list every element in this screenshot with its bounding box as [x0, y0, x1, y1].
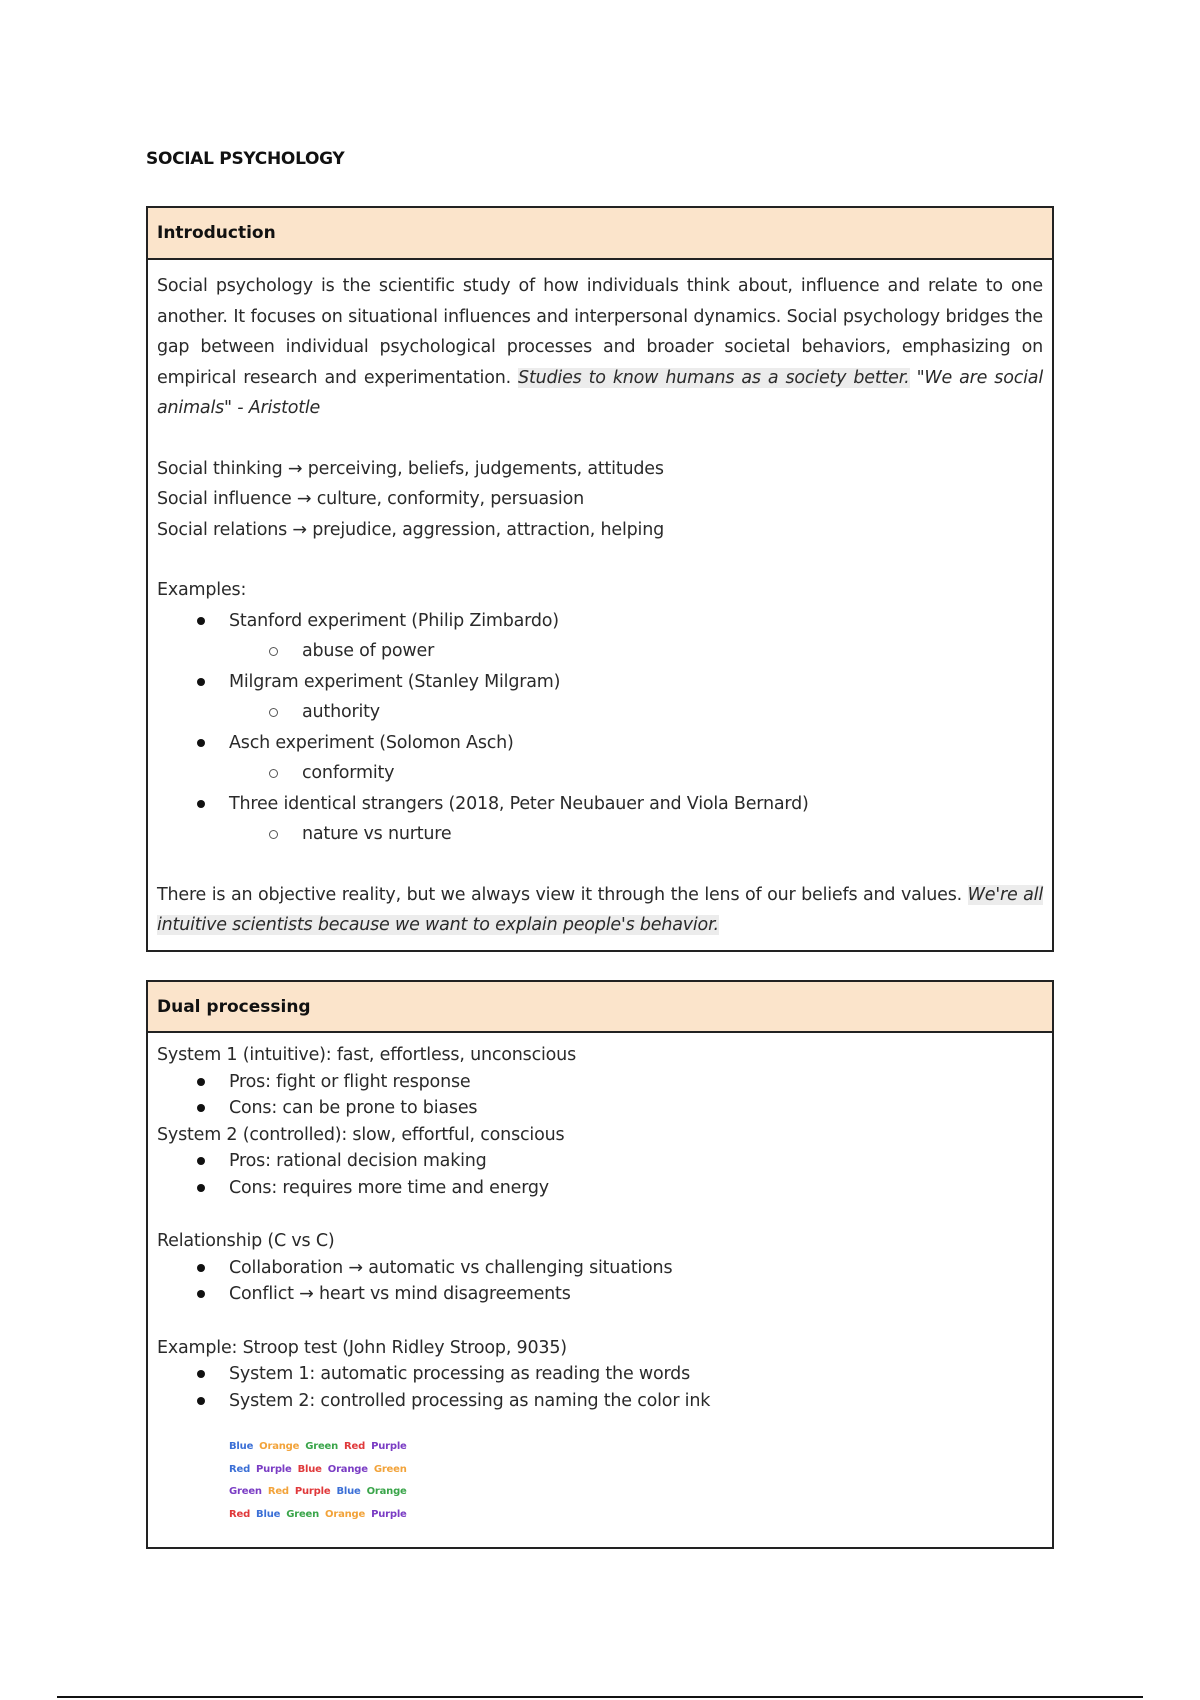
stroop-word: Orange — [325, 1508, 366, 1520]
stroop-test-image — [229, 1436, 1043, 1526]
introduction-body — [148, 260, 1052, 941]
list-item: Milgram experiment (Stanley Milgram) — [157, 667, 1043, 698]
dual-processing-header: Dual processing — [148, 982, 1052, 1033]
bullet-icon — [197, 1104, 205, 1112]
list-item: conformity — [157, 758, 1043, 789]
introduction-header: Introduction — [148, 208, 1052, 260]
footer-divider — [57, 1696, 1143, 1698]
stroop-word: Green — [286, 1508, 320, 1520]
stroop-word: Red — [229, 1463, 251, 1475]
stroop-row — [229, 1504, 1043, 1527]
list-item: abuse of power — [157, 636, 1043, 667]
bullet-icon — [197, 1370, 205, 1378]
stroop-word: Purple — [371, 1441, 407, 1452]
bullet-icon — [197, 1184, 205, 1192]
list-item: Pros: fight or flight response — [157, 1069, 1043, 1096]
stroop-word: Red — [267, 1486, 289, 1497]
list-item: Cons: requires more time and energy — [157, 1175, 1043, 1202]
dual-processing-body — [148, 1033, 1052, 1526]
area-line: Social influence → culture, conformity, persuasion — [157, 489, 584, 509]
list-item: Conflict → heart vs mind disagreements — [157, 1281, 1043, 1308]
bullet-icon — [197, 1078, 205, 1086]
list-item: nature vs nurture — [157, 819, 1043, 850]
list-item: Three identical strangers (2018, Peter Neubauer and Viola Bernard) — [157, 789, 1043, 820]
stroop-word: Red — [344, 1441, 366, 1452]
bullet-icon — [197, 800, 205, 808]
list-item: Stanford experiment (Philip Zimbardo) — [157, 606, 1043, 637]
circle-bullet-icon — [269, 647, 278, 656]
closing-paragraph — [157, 880, 1043, 941]
aristotle-quote: "We are social animals" - Aristotle — [157, 367, 1043, 418]
stroop-word: Purple — [371, 1508, 407, 1520]
list-item: Asch experiment (Solomon Asch) — [157, 728, 1043, 759]
list-item: Pros: rational decision making — [157, 1148, 1043, 1175]
list-item: Collaboration → automatic vs challenging situations — [157, 1255, 1043, 1282]
introduction-section — [146, 206, 1054, 952]
bullet-icon — [197, 1290, 205, 1298]
dual-processing-section — [146, 980, 1054, 1549]
area-line: Social relations → prejudice, aggression, attraction, helping — [157, 519, 665, 540]
area-line: Social thinking → perceiving, beliefs, judgements, attitudes — [157, 458, 664, 479]
introduction-italic-text: Studies to know humans as a society better. — [518, 367, 910, 388]
bullet-icon — [197, 1157, 205, 1165]
list-item: authority — [157, 697, 1043, 728]
stroop-word: Purple — [294, 1486, 331, 1497]
list-item: Cons: can be prone to biases — [157, 1095, 1043, 1122]
stroop-row — [229, 1436, 1043, 1459]
system1-list — [157, 1069, 1043, 1122]
stroop-word: Orange — [259, 1441, 300, 1452]
closing-text: There is an objective reality, but we always view it through the lens of our beliefs and values. — [157, 884, 963, 905]
stroop-word: Red — [229, 1508, 251, 1520]
stroop-word: Blue — [256, 1508, 281, 1520]
page-title: SOCIAL PSYCHOLOGY — [146, 149, 345, 169]
list-item: System 1: automatic processing as reading the words — [157, 1361, 1043, 1388]
system2-line: System 2 (controlled): slow, effortful, conscious — [157, 1124, 565, 1145]
stroop-example-label: Example: Stroop test (John Ridley Stroop, 9035) — [157, 1337, 567, 1358]
system1-line: System 1 (intuitive): fast, effortless, unconscious — [157, 1045, 576, 1065]
circle-bullet-icon — [269, 769, 278, 778]
stroop-word: Blue — [336, 1486, 361, 1497]
stroop-word: Blue — [297, 1463, 322, 1475]
stroop-word: Green — [229, 1486, 262, 1497]
introduction-text: Social psychology is the scientific study of how individuals think about, influence and relate to one another. It focuses on situational influences and interpersonal dynamics. Social psychology bridges the gap between individual psychological processes and broader societal behaviors, emphasizing on empirical research and experimentation. — [157, 276, 1043, 388]
stroop-row — [229, 1459, 1043, 1482]
closing-italic-text: We're all intuitive scientists because we want to explain people's behavior. — [157, 884, 1043, 935]
stroop-word: Orange — [366, 1486, 407, 1497]
system2-list — [157, 1148, 1043, 1201]
bullet-icon — [197, 1264, 205, 1272]
introduction-paragraph — [157, 271, 1043, 424]
stroop-word: Purple — [256, 1463, 292, 1475]
circle-bullet-icon — [269, 708, 278, 717]
examples-label: Examples: — [157, 580, 247, 600]
bullet-icon — [197, 617, 205, 625]
relationship-label: Relationship (C vs C) — [157, 1231, 335, 1251]
stroop-word: Orange — [327, 1463, 368, 1475]
stroop-word: Green — [305, 1441, 339, 1452]
examples-list — [157, 606, 1043, 850]
stroop-word: Blue — [229, 1441, 254, 1452]
stroop-word: Green — [373, 1463, 407, 1475]
bullet-icon — [197, 739, 205, 747]
bullet-icon — [197, 1397, 205, 1405]
stroop-list — [157, 1361, 1043, 1414]
list-item: System 2: controlled processing as naming the color ink — [157, 1388, 1043, 1415]
circle-bullet-icon — [269, 830, 278, 839]
stroop-row — [229, 1481, 1043, 1504]
bullet-icon — [197, 678, 205, 686]
relationship-list — [157, 1255, 1043, 1308]
